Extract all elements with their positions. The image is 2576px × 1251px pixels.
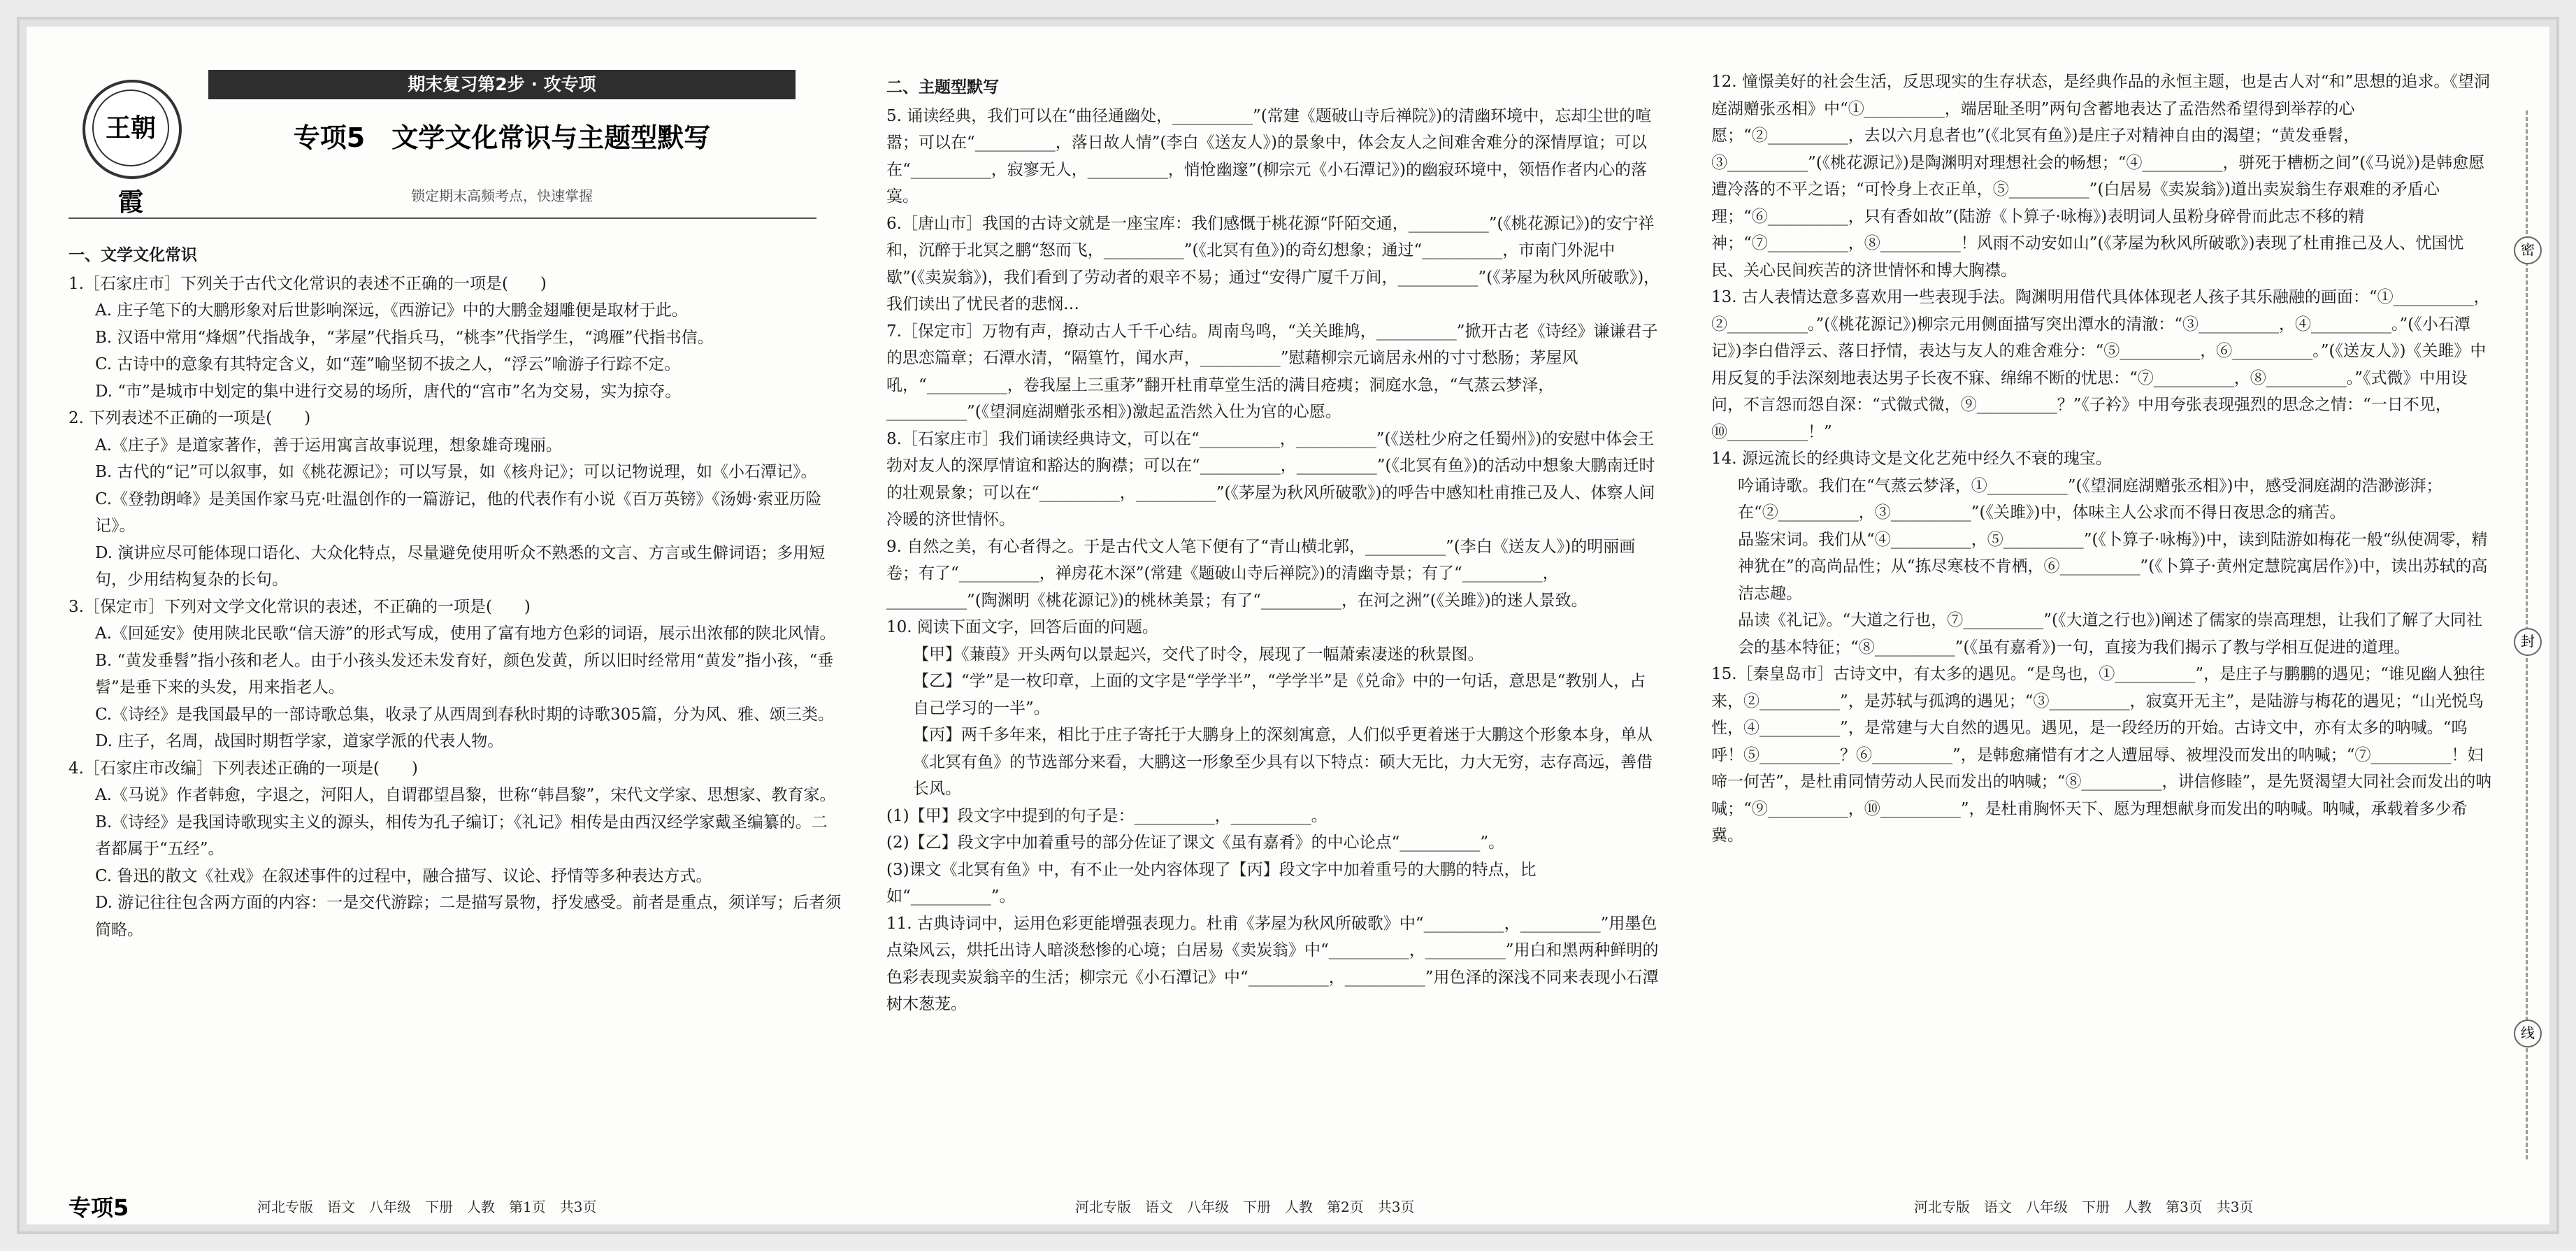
- question: 11. 古典诗词中，运用色彩更能增强表现力。杜甫《茅屋为秋风所破歌》中“__________，__________”用墨色点染风云，烘托出诗人暗淡愁惨的心境；白居易《卖炭翁》中“__________，__________”用白和黑两种鲜明的色彩表现卖炭翁辛的生活；柳宗元《小石潭记》中“__________，__________”用色泽的深浅不同来表现小石潭树木葱茏。: [886, 914, 1659, 1013]
- header-divider: [69, 217, 816, 219]
- section-heading: 二、主题型默写: [886, 78, 999, 96]
- question: 4.［石家庄市改编］下列表述正确的一项是( ): [69, 759, 418, 778]
- option: C. 鲁迅的散文《社戏》在叙述事件的过程中，融合描写、议论、抒情等多种表达方式。: [95, 866, 712, 885]
- question: 2. 下列表述不正确的一项是( ): [69, 409, 311, 427]
- option: C. 古诗中的意象有其特定含义，如“莲”喻坚韧不拔之人，“浮云”喻游子行踪不定。: [95, 355, 681, 373]
- passage: 吟诵诗歌。我们在“气蒸云梦泽，①__________”(《望洞庭湖赠张丞相》)中，感受洞庭湖的浩渺澎湃；在“②__________，③__________”(《关雎》)中，体味主人公求而不得日夜思念的痛苦。: [1738, 476, 2442, 522]
- question: 3.［保定市］下列对文学文化常识的表述，不正确的一项是( ): [69, 597, 531, 616]
- question: 10. 阅读下面文字，回答后面的问题。: [886, 618, 1158, 636]
- sub-question: (2)【乙】段文字中加着重号的部分佐证了课文《虽有嘉肴》的中心论点“__________”。: [886, 834, 1505, 852]
- page-subtitle: 锁定期末高频考点，快速掌握: [411, 187, 593, 204]
- question: 8.［石家庄市］我们诵读经典诗文，可以在“__________，__________”(《送杜少府之任蜀州》)的安慰中体会王勃对友人的深厚情谊和豁达的胸襟；可以在“__________，__________”(《北冥有鱼》)的活动中想象大鹏南迁时的壮观景象；可以在“__________，__________”(《茅屋为秋风所破歌》)的呼告中感知杜甫推己及人、体察人间冷暖的济世情怀。: [886, 429, 1655, 529]
- question: 15.［秦皇岛市］古诗文中，有太多的遇见。“是鸟也，①__________”，是庄子与鹏鹏的遇见；“谁见幽人独往来，②__________”，是苏轼与孤鸿的遇见；“③__________，寂寞开无主”，是陆游与梅花的遇见；“山光悦鸟性，④__________”，是常建与大自然的遇见。遇见，是一段经历的开始。古诗文中，亦有太多的呐喊。“呜呼！⑤__________？⑥__________”，是韩愈痛惜有才之人遭屈辱、被埋没而发出的呐喊；“⑦__________！妇啼一何苦”，是杜甫同情劳动人民而发出的呐喊；“⑧__________，讲信修睦”，是先贤渴望大同社会而发出的呐喊；“⑨__________，⑩__________”，是杜甫胸怀天下、愿为理想献身而发出的呐喊。呐喊，承载着多少希冀。: [1711, 665, 2492, 845]
- question: 6.［唐山市］我国的古诗文就是一座宝库：我们感慨于桃花源“阡陌交通，__________”(《桃花源记》)的安宁祥和，沉醉于北冥之鹏“怒而飞，__________”(《北冥有鱼》)的奇幻想象；通过“__________，市南门外泥中歇”(《卖炭翁》)，我们看到了劳动者的艰辛不易；通过“安得广厦千万间，__________”(《茅屋为秋风所破歌》)，我们读出了忧民者的悲悯…: [886, 214, 1660, 313]
- question: 5. 诵读经典，我们可以在“曲径通幽处，__________”(常建《题破山寺后禅院》)的清幽环境中，忘却尘世的喧嚣；可以在“__________，落日故人情”(李白《送友人》)的景象中，体会友人之间难舍难分的深情厚谊；可以在“__________，寂寥无人，__________，悄怆幽邃”(柳宗元《小石潭记》)的幽寂环境中，领悟作者内心的落寞。: [886, 106, 1652, 206]
- page-title: 专项5 文学文化常识与主题型默写: [293, 122, 711, 153]
- logo-text: 王朝霞: [92, 90, 169, 166]
- question: 13. 古人表情达意多喜欢用一些表现手法。陶渊明用借代具体体现老人孩子其乐融融的画面：“①__________，②__________。”(《桃花源记》)柳宗元用侧面描写突出潭水的清澈：“③__________，④__________。”(《小石潭记》)李白借浮云、落日抒情，表达与友人的难舍难分：“⑤__________，⑥__________。”(《送友人》)《关雎》中用反复的手法深刻地表达男子长夜不寐、绵绵不断的忧思：“⑦__________，⑧__________。”《式微》中用设问，不言怨而怨自深：“式微式微，⑨__________？”《子衿》中用夸张表现强烈的思念之情：“一日不见，⑩__________！”: [1711, 288, 2490, 441]
- option: A. 庄子笔下的大鹏形象对后世影响深远，《西游记》中的大鹏金翅雕便是取材于此。: [95, 301, 688, 320]
- option: D. 庄子，名周，战国时期哲学家，道家学派的代表人物。: [95, 732, 504, 750]
- footer-page-3: 河北专版 语文 八年级 下册 人教 第3页 共3页: [1914, 1199, 2254, 1215]
- option: D. 演讲应尽可能体现口语化、大众化特点，尽量避免使用听众不熟悉的文言、方言或生僻词语；多用短句，少用结构复杂的长句。: [95, 543, 826, 589]
- question: 9. 自然之美，有心者得之。于是古代文人笔下便有了“青山横北郭，__________”(李白《送友人》)的明丽画卷；有了“__________，禅房花木深”(常建《题破山寺后禅院》)的清幽寺景；有了“__________，__________”(陶渊明《桃花源记》)的桃林美景；有了“__________，在河之洲”(《关雎》)的迷人景致。: [886, 537, 1636, 610]
- passage: 【甲】《蒹葭》开头两句以景起兴，交代了时令，展现了一幅萧索凄迷的秋景图。: [913, 645, 1484, 664]
- option: C.《登勃朗峰》是美国作家马克·吐温创作的一篇游记，他的代表作有小说《百万英镑》《汤姆·索亚历险记》。: [95, 489, 822, 535]
- option: C.《诗经》是我国最早的一部诗歌总集，收录了从西周到春秋时期的诗歌305篇，分为风、雅、颂三类。: [95, 705, 834, 724]
- binding-label-top: 密: [2514, 236, 2542, 264]
- column-3: [1711, 69, 2494, 1180]
- option: D. 游记往往包含两方面的内容：一是交代游踪；二是描写景物，抒发感受。前者是重点，须详写；后者须简略。: [95, 894, 842, 939]
- passage: 品读《礼记》。“大道之行也，⑦__________”(《大道之行也》)阐述了儒家的崇高理想，让我们了解了大同社会的基本特征；“⑧__________”(《虽有嘉肴》)一句，直接为我们揭示了教与学相互促进的道理。: [1738, 611, 2482, 657]
- worksheet-page: [27, 27, 2549, 1224]
- sub-question: (3)课文《北冥有鱼》中，有不止一处内容体现了【丙】段文字中加着重号的大鹏的特点，比如“__________”。: [886, 860, 1537, 906]
- question: 12. 憧憬美好的社会生活，反思现实的生存状态，是经典作品的永恒主题，也是古人对“和”思想的追求。《望洞庭湖赠张丞相》中“①__________，端居耻圣明”两句含蓄地表达了孟浩然希望得到举荐的心愿；“②__________，去以六月息者也”(《北冥有鱼》)是庄子对精神自由的渴望；“黄发垂髫，③__________”(《桃花源记》)是陶渊明对理想社会的畅想；“④__________，骈死于槽枥之间”(《马说》)是韩愈愿遭冷落的不平之语；“可怜身上衣正单，⑤__________”(白居易《卖炭翁》)道出卖炭翁生存艰难的矛盾心理；“⑥__________，只有香如故”(陆游《卜算子·咏梅》)表明词人虽粉身碎骨而此志不移的精神；“⑦__________，⑧__________！风雨不动安如山”(《茅屋为秋风所破歌》)表现了杜甫推己及人、忧国忧民、关心民间疾苦的济世情怀和博大胸襟。: [1711, 73, 2490, 280]
- passage: 【丙】两千多年来，相比于庄子寄托于大鹏身上的深刻寓意，人们似乎更着迷于大鹏这个形象本身，单从《北冥有鱼》的节选部分来看，大鹏这一形象至少具有以下特点：硕大无比，力大无穷，志存高远，善借长风。: [913, 726, 1653, 798]
- question: 7.［保定市］万物有声，撩动古人千千心结。周南鸟鸣，“关关雎鸠，__________”掀开古老《诗经》谦谦君子的思恋篇章；石潭水清，“隔篁竹，闻水声，__________”慰藉柳宗元谪居永州的寸寸愁肠；茅屋风吼，“__________，卷我屋上三重茅”翻开杜甫草堂生活的满目疮痍；洞庭水急，“气蒸云梦泽，__________”(《望洞庭湖赠张丞相》)激起孟浩然入仕为官的心愿。: [886, 322, 1658, 421]
- column-1: [69, 236, 843, 1187]
- question: 1.［石家庄市］下列关于古代文化常识的表述不正确的一项是( ): [69, 274, 547, 293]
- footer-page-1: 河北专版 语文 八年级 下册 人教 第1页 共3页: [257, 1199, 597, 1215]
- binding-label-mid: 封: [2514, 628, 2542, 656]
- option: A.《马说》作者韩愈，字退之，河阳人，自谓郡望昌黎，世称“韩昌黎”，宋代文学家、思想家、教育家。: [95, 786, 836, 804]
- option: A.《回延安》使用陕北民歌“信天游”的形式写成，使用了富有地方色彩的词语，展示出浓郁的陕北风情。: [95, 624, 836, 643]
- header-banner: 期末复习第2步 · 攻专项: [208, 70, 796, 99]
- option: A.《庄子》是道家著作，善于运用寓言故事说理，想象雄奇瑰丽。: [95, 436, 562, 455]
- option: B. 古代的“记”可以叙事，如《桃花源记》；可以写景，如《核舟记》；可以记物说理，如《小石潭记》。: [95, 463, 817, 481]
- header-box: [69, 67, 816, 225]
- passage: 品鉴宋词。我们从“④__________，⑤__________”(《卜算子·咏梅》)中，读到陆游如梅花一般“纵使凋零，精神犹在”的高尚品性；从“拣尽寒枝不肯栖，⑥__________”(《卜算子·黄州定慧院寓居作》)中，读出苏轼的高洁志趣。: [1738, 530, 2488, 603]
- brand-logo: [82, 80, 182, 217]
- footer-page-2: 河北专版 语文 八年级 下册 人教 第2页 共3页: [1075, 1199, 1415, 1215]
- passage: 【乙】“学”是一枚印章，上面的文字是“学学半”，“学学半”是《兑命》中的一句话，意思是“教别人，占自己学习的一半”。: [913, 672, 1646, 717]
- sub-question: (1)【甲】段文字中提到的句子是：__________，__________。: [886, 806, 1327, 825]
- option: B.《诗经》是我国诗歌现实主义的源头，相传为孔子编订；《礼记》相传是由西汉经学家戴圣编纂的。二者都属于“五经”。: [95, 813, 828, 858]
- option: B. “黄发垂髫”指小孩和老人。由于小孩头发还未发育好，颜色发黄，所以旧时经常用“黄发”指小孩，“垂髫”是垂下来的头发，用来指老人。: [95, 651, 834, 696]
- option: D. “市”是城市中划定的集中进行交易的场所，唐代的“宫市”名为交易，实为掠夺。: [95, 382, 682, 401]
- section-heading: 一、文学文化常识: [69, 246, 197, 264]
- binding-label-bot: 线: [2514, 1020, 2542, 1048]
- special-topic-label: 专项5: [69, 1194, 129, 1221]
- option: B. 汉语中常用“烽烟”代指战争，“茅屋”代指兵马，“桃李”代指学生，“鸿雁”代指书信。: [95, 328, 714, 347]
- column-2: [886, 69, 1661, 1180]
- question: 14. 源远流长的经典诗文是文化艺苑中经久不衰的瑰宝。: [1711, 450, 2112, 468]
